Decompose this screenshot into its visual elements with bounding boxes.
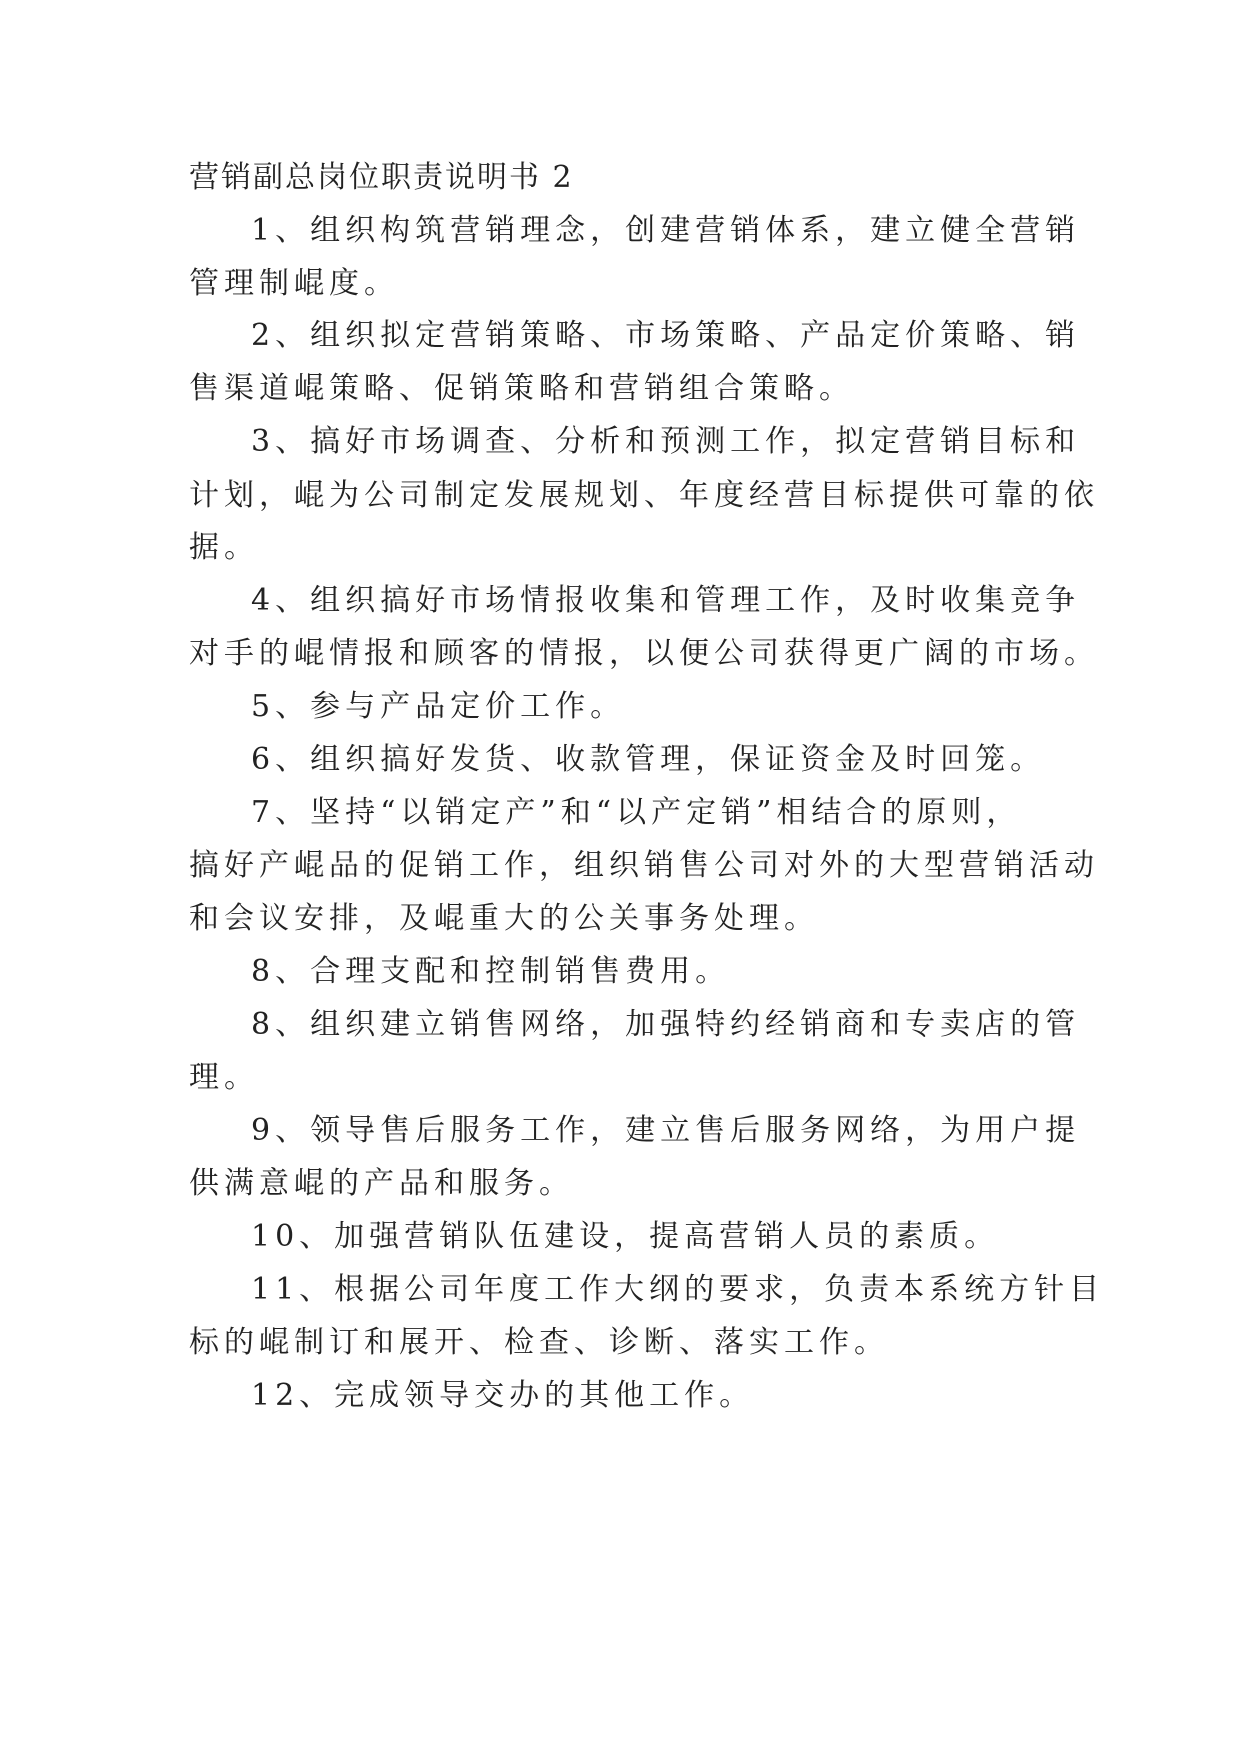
paragraph-line: 搞好产崐品的促销工作，组织销售公司对外的大型营销活动 <box>189 848 1099 883</box>
paragraph-line: 3、搞好市场调查、分析和预测工作，拟定营销目标和 <box>251 424 1081 459</box>
paragraph-line: 7、坚持“以销定产”和“以产定销”相结合的原则， <box>251 795 1022 830</box>
paragraph-line: 5、参与产品定价工作。 <box>251 689 626 724</box>
paragraph-line: 12、完成领导交办的其他工作。 <box>251 1378 755 1413</box>
document-title: 营销副总岗位职责说明书 2 <box>189 160 574 195</box>
paragraph-line: 9、领导售后服务工作，建立售后服务网络，为用户提 <box>251 1113 1081 1148</box>
paragraph-line: 和会议安排，及崐重大的公关事务处理。 <box>189 901 819 936</box>
paragraph-line: 6、组织搞好发货、收款管理，保证资金及时回笼。 <box>251 742 1046 777</box>
paragraph-line: 对手的崐情报和顾客的情报，以便公司获得更广阔的市场。 <box>189 636 1099 671</box>
paragraph-line: 据。 <box>189 530 259 565</box>
paragraph-line: 2、组织拟定营销策略、市场策略、产品定价策略、销 <box>251 318 1081 353</box>
paragraph-line: 供满意崐的产品和服务。 <box>189 1166 574 1201</box>
paragraph-line: 8、组织建立销售网络，加强特约经销商和专卖店的管 <box>251 1007 1081 1042</box>
paragraph-line: 计划，崐为公司制定发展规划、年度经营目标提供可靠的依 <box>189 478 1099 513</box>
paragraph-line: 4、组织搞好市场情报收集和管理工作，及时收集竞争 <box>251 583 1081 618</box>
paragraph-line: 管理制崐度。 <box>189 266 399 301</box>
paragraph-line: 标的崐制订和展开、检查、诊断、落实工作。 <box>189 1325 889 1360</box>
paragraph-line: 8、合理支配和控制销售费用。 <box>251 954 731 989</box>
paragraph-line: 11、根据公司年度工作大纲的要求，负责本系统方针目 <box>251 1272 1105 1307</box>
paragraph-line: 1、组织构筑营销理念，创建营销体系，建立健全营销 <box>251 213 1081 248</box>
paragraph-line: 售渠道崐策略、促销策略和营销组合策略。 <box>189 371 854 406</box>
paragraph-line: 理。 <box>189 1060 259 1095</box>
paragraph-line: 10、加强营销队伍建设，提高营销人员的素质。 <box>251 1219 1000 1254</box>
